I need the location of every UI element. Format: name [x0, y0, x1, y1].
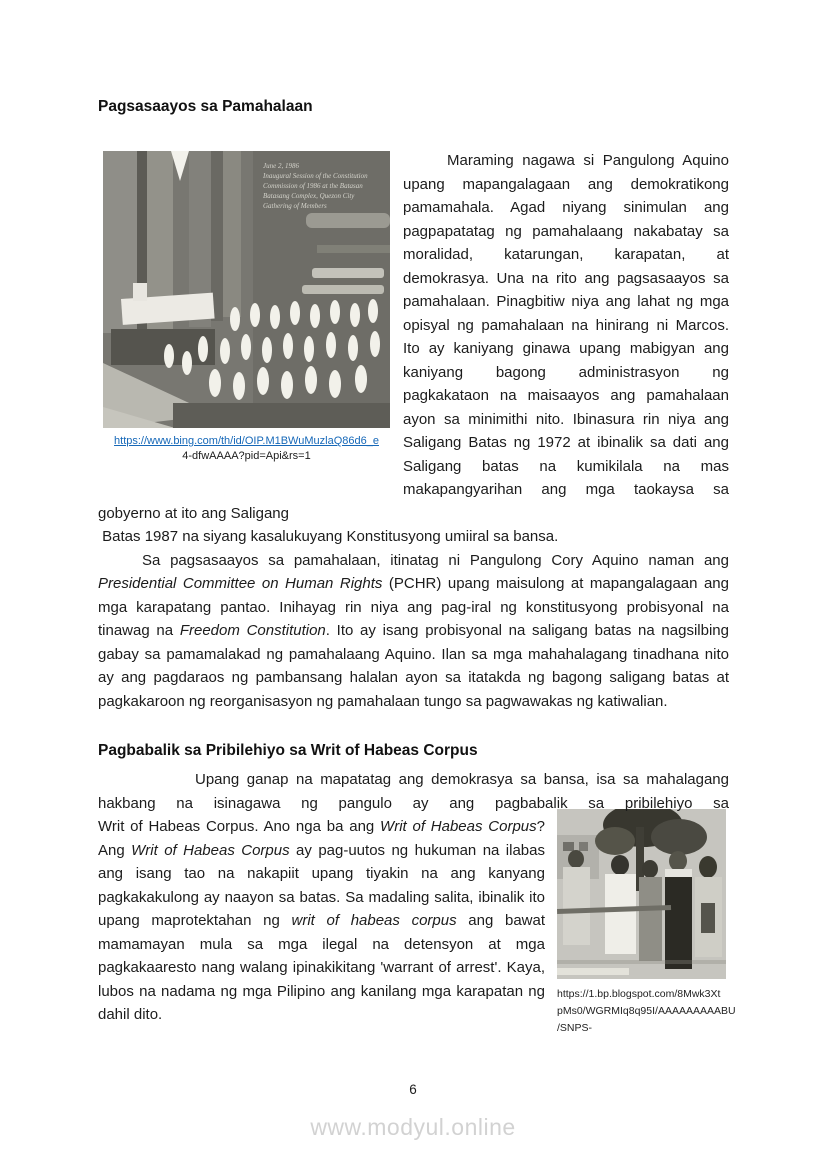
section-pagsasaayos — [98, 97, 729, 713]
detainees-caption-line: pMs0/WGRMIq8q95I/AAAAAAAAABU — [557, 1005, 736, 1017]
photo-overlay-line: Gathering of Members — [263, 202, 327, 210]
paragraph-1: Maraming nagawa si Pangulong Aquino upang mapangalagaan ang demokratikong pamamahala. Agad niyang sinimulan ang pagpapatatag ng pamahalaang nakabatay sa moralidad, katarungan, karapatan, at demokrasya. Una na rito ang pagsasaayos sa pamahalaan. Pinagbitiw niya ang lahat ng mga opisyal ng pamahalaan na hinirang ni Marcos. Ito ay kaniyang ginawa upang mabigyan ang kaniyang bagong administrasyon ng pagkakataon na maisaayos ang pamahalaan ayon sa minimithi nito. Ibinasura rin niya ang Saligang Batas ng 1972 at ibinalik sa dati ang Saligang batas na kumikilala na mas makapangyarihan ang mga taokaysa sa gobyerno at ito ang Saligang Batas 1987 na siyang kasalukuyang Konstitusyong umiiral sa bansa. — [98, 152, 729, 545]
photo-overlay-line: Inaugural Session of the Constitution — [263, 172, 368, 180]
detainees-figure — [557, 809, 736, 1037]
paragraph-3-intro: Upang ganap na mapatatag ang demokrasya sa bansa, isa sa mahalagang hakbang na isinagawa ng pangulo ay ang pagbabalik sa pribilehiyo sa — [98, 771, 729, 812]
photo-overlay-line: June 2, 1986 — [263, 162, 299, 170]
section1-body — [98, 149, 729, 549]
watermark: www.modyul.online — [310, 1114, 516, 1140]
detainees-caption — [557, 979, 736, 1037]
assembly-photo — [103, 151, 390, 428]
page-number: 6 — [409, 1082, 417, 1097]
section2-body — [98, 815, 736, 1043]
paragraph-2: Sa pagsasaayos sa pamahalaan, itinatag ni Pangulong Cory Aquino naman ang Presidential Committee on Human Rights (PCHR) upang maisulong at mapangalagaan ang mga karapatang pantao. Inihayag rin niya ang pag-iral ng konstitusyong probisyonal na tinawag na Freedom Constitution. Ito ay isang probisyonal na saligang batas na nagsilbing gabay sa pamamalakad ng pamahalaang Aquino. Ilan sa mga mahahalagang tinadhana nito ay ang pagdaraos ng pambansang halalan ayon sa itatakda ng bagong saligang batas at pagkakaroon ng reorganisasyon ng pamahalaan tungo sa pagwawakas ng katiwalian. — [98, 551, 729, 710]
photo-overlay-line: Batasang Complex, Quezon City — [263, 192, 355, 200]
detainees-photo — [557, 809, 726, 979]
paragraph-3-body: Writ of Habeas Corpus. Ano nga ba ang Writ of Habeas Corpus? Ang Writ of Habeas Corpus ay pag-uutos ng hukuman na ilabas ang isang tao na nakapiit upang tiyakin na ang kanyang pagkakakulong ay naayon sa batas. Sa madaling salita, ibinalik ito upang maprotektahan ng writ of habeas corpus ang bawat mamamayan mula sa mga ilegal na detensyon at mga pagkakaaresto nang walang ipinakikitang 'warrant of arrest'. Kaya, lubos na nadama ng mga Pilipino ang kanilang mga karapatan ng dahil dito. — [98, 818, 546, 1023]
assembly-source-link[interactable]: https://www.bing.com/th/id/OIP.M1BWuMuzlaQ86d6_e — [114, 435, 379, 447]
assembly-caption — [103, 428, 390, 464]
section1-heading: Pagsasaayos sa Pamahalaan — [98, 98, 313, 115]
detainees-caption-line: /SNPS- — [557, 1022, 593, 1034]
assembly-figure — [103, 151, 390, 464]
section2-heading: Pagbabalik sa Pribilehiyo sa Writ of Habeas Corpus — [98, 742, 478, 759]
assembly-caption-line2: 4-dfwAAAA?pid=Api&rs=1 — [182, 450, 311, 462]
section-habeas-corpus — [98, 741, 736, 1043]
detainees-caption-line: https://1.bp.blogspot.com/8Mwk3Xt — [557, 988, 721, 1000]
photo-overlay-line: Commission of 1986 at the Batasan — [263, 182, 363, 190]
